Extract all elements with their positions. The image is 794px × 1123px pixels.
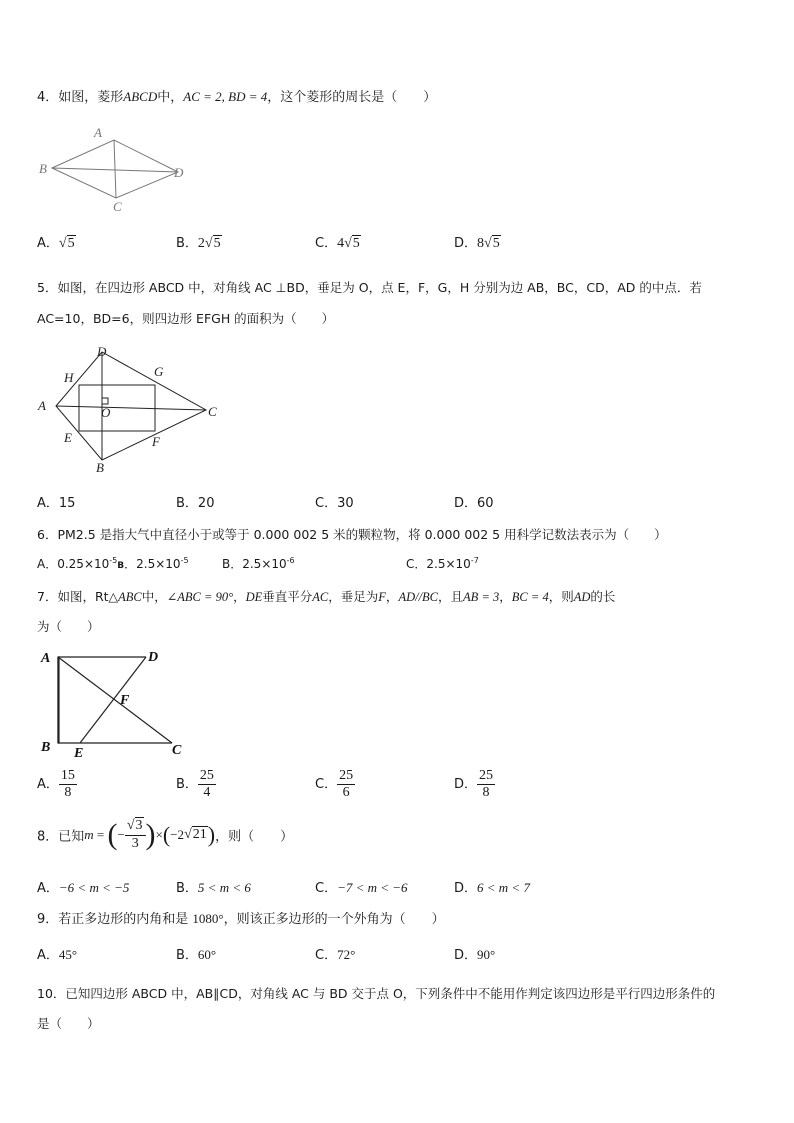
q7-segment-ac (58, 657, 172, 743)
q10-stem-line1: 10．已知四边形 ABCD 中，AB∥CD，对角线 AC 与 BD 交于点 O，下列条件中不能用作判定该四边形是平行四边形条件的 (37, 986, 716, 1001)
q5-stem-line2: AC=10，BD=6，则四边形 EFGH 的面积为（ ） (37, 311, 335, 326)
q7-label-e: E (74, 746, 84, 761)
q5-figure (34, 342, 224, 478)
q5-label-c: C (208, 404, 217, 419)
q9-stem: 9．若正多边形的内角和是 1080°，则该正多边形的一个外角为（ ） (37, 911, 445, 927)
q5-label-o: O (101, 405, 111, 420)
q6-option-a[interactable]: A．$0.25\times 10^{-5}B$．$2.5\times 10^{-5}$ (37, 556, 189, 571)
q7-option-a[interactable]: A． $\frac{15}{8}$ (37, 768, 75, 801)
q5-label-a: A (38, 398, 46, 413)
q7-stem-line2: 为（ ） (37, 619, 100, 634)
q4-option-d[interactable]: D．8√5 (454, 236, 500, 251)
q4-figure (36, 122, 196, 214)
q7-option-b[interactable]: B． $\frac{25}{4}$ (176, 768, 214, 801)
q5-option-c[interactable]: C．30 (315, 496, 354, 511)
q4-label-d: D (174, 165, 184, 180)
q6-option-b[interactable]: B．$2.5\times 10^{-6}$ (222, 556, 295, 571)
q4-label-b: B (39, 161, 47, 176)
q5-label-e: E (64, 430, 72, 445)
q5-option-b[interactable]: B．20 (176, 496, 215, 511)
q8-option-a[interactable]: A．−6 < m < −5 (37, 880, 130, 896)
q5-stem-line1: 5．如图，在四边形 ABCD 中，对角线 AC ⊥BD，垂足为 O，点 E，F，G，H 分别为边 AB，BC，CD，AD 的中点．若 (37, 280, 702, 295)
q5-label-b: B (96, 460, 104, 475)
q6-option-c[interactable]: C．$2.5\times 10^{-7}$ (406, 556, 479, 571)
q8-option-b[interactable]: B．5 < m < 6 (176, 880, 251, 896)
q7-label-a: A (41, 651, 51, 666)
q9-option-d[interactable]: D．90° (454, 947, 496, 963)
q7-label-f: F (120, 693, 130, 708)
q5-option-d[interactable]: D．60 (454, 496, 494, 511)
q4-stem: 4．如图，菱形ABCD中，AC = 2, BD = 4，这个菱形的周长是（ ） (37, 89, 437, 105)
q7-stem-line1: 7．如图，Rt△ABC中，∠ABC = 90°，DE垂直平分AC，垂足为F，AD//BC，且AB = 3，BC = 4，则AD的长 (37, 589, 616, 604)
q6-stem: 6．PM2.5 是指大气中直径小于或等于 0.000 002 5 米的颗粒物，将 0.000 002 5 用科学记数法表示为（ ） (37, 527, 667, 542)
q9-option-a[interactable]: A．45° (37, 947, 78, 963)
q4-label-a: A (94, 125, 102, 140)
q5-label-d: D (97, 344, 107, 359)
q7-option-c[interactable]: C． $\frac{25}{6}$ (315, 768, 354, 801)
q7-label-c: C (172, 743, 182, 758)
q8-option-c[interactable]: C．−7 < m < −6 (315, 880, 408, 896)
q5-label-f: F (152, 434, 160, 449)
q5-option-a[interactable]: A．15 (37, 496, 76, 511)
q5-right-angle-mark (102, 398, 108, 404)
q4-option-a[interactable]: A．√5 (37, 236, 75, 251)
q10-stem-line2: 是（ ） (37, 1016, 100, 1031)
q8-option-d[interactable]: D．6 < m < 7 (454, 880, 530, 896)
q7-option-d[interactable]: D． $\frac{25}{8}$ (454, 768, 494, 801)
q7-figure (36, 645, 196, 763)
q5-label-h: H (64, 370, 74, 385)
q9-option-b[interactable]: B．60° (176, 947, 217, 963)
q4-diagonal-ac (114, 140, 116, 198)
q7-label-b: B (41, 740, 51, 755)
q5-label-g: G (154, 364, 164, 379)
q4-option-c[interactable]: C．4√5 (315, 236, 360, 251)
q4-option-b[interactable]: B．2√5 (176, 236, 221, 251)
q7-segment-de (80, 657, 146, 743)
q7-label-d: D (148, 650, 159, 665)
q8-stem: 8．已知m = (− $\frac{√3}{3}$ )×(−2√21)，则（ ） (37, 818, 294, 851)
q9-option-c[interactable]: C．72° (315, 947, 356, 963)
q4-label-c: C (113, 199, 122, 214)
